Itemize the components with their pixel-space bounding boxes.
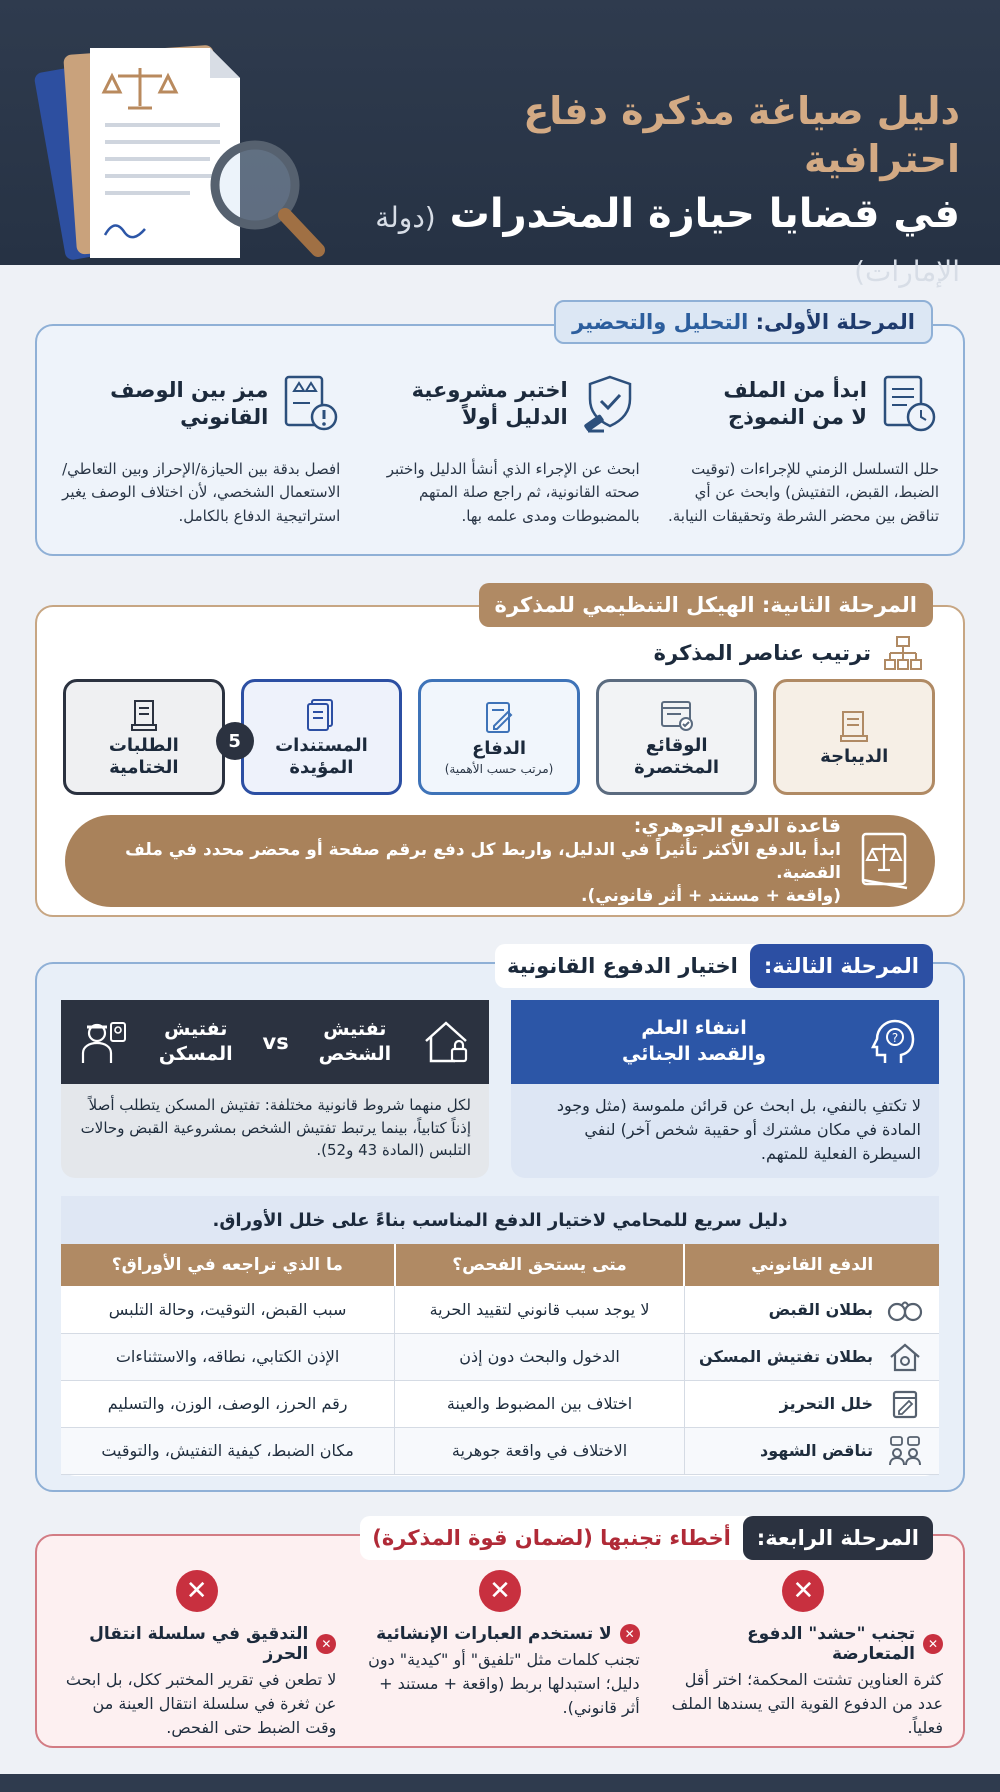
review-cell: الإذن الكتابي، نطاقه، والاستثناءات	[61, 1333, 395, 1380]
phase-1-item	[61, 366, 340, 528]
mistake-text: لا تطعن في تقرير المختبر ككل، بل ابحث عن ثغرة في سلسلة انتقال العينة من وقت الضبط حتى الفحص.	[65, 1670, 337, 1737]
rule-formula: (واقعة + مستند + أثر قانوني).	[581, 886, 841, 907]
x-small-icon: ✕	[620, 1624, 640, 1644]
knowledge-intent-card	[511, 1000, 939, 1178]
mistake-title: التدقيق في سلسلة انتقال الحرز	[89, 1624, 309, 1664]
review-cell: مكان الضبط، كيفية التفتيش، والتوقيت	[61, 1427, 395, 1474]
knowledge-intent-title: انتفاء العلم والقصد الجنائي	[621, 1017, 767, 1065]
phase-3-label-b: اختيار الدفوع القانونية	[506, 954, 738, 978]
column-header-review: ما الذي تراجعه في الأوراق؟	[61, 1244, 395, 1286]
step-defense	[418, 679, 580, 795]
home-search-label: تفتيش المسكن	[158, 1018, 233, 1065]
phase-3-label	[495, 944, 933, 988]
phase-2-subtitle-text: ترتيب عناصر المذكرة	[653, 641, 871, 665]
search-comparison-text: لكل منهما شروط قانونية مختلفة: تفتيش المسكن يتطلب أصلاً إذناً كتابياً، بينما يرتبط تفتيش الشخص بمشروعية القبض وحالات التلبس (المادة 43 و52).	[80, 1096, 471, 1159]
phase-4-label	[360, 1516, 933, 1560]
column-header-defense: الدفع القانوني	[684, 1244, 939, 1286]
x-circle-icon: ✕	[479, 1570, 521, 1612]
step-label: المستندات المؤيدة	[275, 734, 368, 778]
phase-1-label-a: المرحلة الأولى:	[755, 310, 915, 334]
house-search-icon	[887, 1342, 923, 1372]
mistake-item	[664, 1570, 943, 1740]
document-warning-icon	[280, 373, 340, 435]
table-row	[61, 1286, 939, 1333]
table-row	[61, 1380, 939, 1427]
defense-name: بطلان القبض	[768, 1299, 873, 1319]
when-cell: الاختلاف في واقعة جوهرية	[395, 1427, 685, 1474]
witnesses-icon	[887, 1436, 923, 1466]
main-subtitle	[360, 187, 960, 295]
browser-check-icon	[659, 697, 695, 733]
phase-1-section	[35, 310, 965, 556]
subtitle-text: في قضايا حيازة المخدرات	[449, 191, 960, 237]
phase-1-item	[360, 366, 639, 528]
scroll-icon	[127, 697, 161, 733]
guide-title: دليل سريع للمحامي لاختيار الدفع المناسب بناءً على خلل الأوراق.	[61, 1196, 939, 1244]
house-lock-icon	[421, 1017, 471, 1067]
step-requests	[63, 679, 225, 795]
search-comparison-card	[61, 1000, 489, 1178]
defense-name: بطلان تفتيش المسكن	[699, 1347, 873, 1366]
when-cell: الدخول والبحث دون إذن	[395, 1333, 685, 1380]
hierarchy-icon	[883, 635, 923, 671]
table-row	[61, 1427, 939, 1474]
step-label: الوقائع المختصرة	[634, 734, 720, 778]
svg-text:?: ?	[891, 1031, 899, 1045]
phase-1-item-text: حلل التسلسل الزمني للإجراءات (توقيت الضبط، القبض، التفتيش) وابحث عن أي تناقض بين محضر الشرطة وتحقيقات النيابة.	[668, 460, 939, 525]
officer-inspection-icon	[79, 1017, 129, 1067]
table-row	[61, 1333, 939, 1380]
defense-name: خلل التحريز	[779, 1394, 873, 1413]
document-pen-icon	[482, 700, 516, 736]
subtitle-country: (دولة الإمارات)	[375, 201, 960, 288]
person-search-label: تفتيش الشخص	[318, 1018, 392, 1065]
seal-bag-icon	[887, 1389, 923, 1419]
x-circle-icon: ✕	[782, 1570, 824, 1612]
mistake-item	[360, 1570, 639, 1740]
phase-1-item	[660, 366, 939, 528]
step-preamble	[773, 679, 935, 795]
phase-1-item-text: افصل بدقة بين الحيازة/الإحراز وبين التعاطي/الاستعمال الشخصي، لأن اختلاف الوصف يغير استراتيجية الدفاع بالكامل.	[62, 460, 341, 525]
x-circle-icon: ✕	[176, 1570, 218, 1612]
phase-1-item-text: ابحث عن الإجراء الذي أنشأ الدليل واختبر صحته القانونية، ثم راجع صلة المتهم بالمضبوطات ومدى علمه بها.	[386, 460, 640, 525]
review-cell: رقم الحرز، الوصف، الوزن، والتسليم	[61, 1380, 395, 1427]
knowledge-intent-text: لا تكتفِ بالنفي، بل ابحث عن قرائن ملموسة (مثل وجود المادة في مكان مشترك أو حقيبة شخص آخر) لنفي السيطرة الفعلية للمتهم.	[556, 1096, 921, 1163]
head-question-icon	[871, 1017, 921, 1067]
phase-4-section	[35, 1526, 965, 1748]
mistake-text: كثرة العناوين تشتت المحكمة؛ اختر أقل عدد من الدفوع القوية التي يسندها الملف فعلياً.	[671, 1670, 943, 1737]
rule-text: ابدأ بالدفع الأكثر تأثيراً في الدليل، واربط كل دفع برقم صفحة أو محضر محدد في ملف القضية.	[125, 840, 841, 884]
document-clock-icon	[879, 373, 939, 435]
when-cell: لا يوجد سبب قانوني لتقييد الحرية	[395, 1286, 685, 1333]
mistake-title: تجنب "حشد" الدفوع المتعارضة	[747, 1624, 915, 1664]
law-book-scale-icon	[857, 830, 915, 892]
phase-4-label-b: أخطاء تجنبها (لضمان قوة المذكرة)	[372, 1526, 731, 1550]
footer-bar	[0, 1774, 1000, 1792]
step-label: الديباجة	[820, 745, 889, 767]
step-number-badge: 5	[216, 722, 254, 760]
phase-1-item-title: ميز بين الوصف القانوني	[110, 377, 269, 429]
step-label: الدفاع	[471, 737, 527, 759]
quick-guide-table	[61, 1196, 939, 1476]
phase-3-section	[35, 954, 965, 1492]
phase-2-subtitle	[654, 635, 923, 671]
step-facts	[596, 679, 758, 795]
title-block	[360, 88, 960, 295]
essential-defense-rule	[65, 815, 935, 907]
review-cell: سبب القبض، التوقيت، وحالة التلبس	[61, 1286, 395, 1333]
phase-2-label: المرحلة الثانية: الهيكل التنظيمي للمذكرة	[479, 583, 933, 627]
phase-2-section	[35, 593, 965, 917]
column-header-when: متى يستحق الفحص؟	[395, 1244, 685, 1286]
main-title: دليل صياغة مذكرة دفاع احترافية	[523, 89, 960, 181]
step-documents	[228, 679, 403, 795]
documents-icon	[304, 697, 338, 733]
step-note: (مرتب حسب الأهمية)	[444, 762, 554, 777]
phase-1-label-b: التحليل والتحضير	[572, 310, 749, 334]
mistake-title: لا تستخدم العبارات الإنشائية	[376, 1624, 612, 1644]
vs-label: vs	[262, 1030, 289, 1054]
defense-name: تناقض الشهود	[760, 1441, 873, 1460]
phase-4-label-a: المرحلة الرابعة:	[743, 1516, 933, 1560]
phase-1-label	[554, 300, 933, 344]
scroll-icon	[837, 708, 871, 744]
phase-1-item-title: ابدأ من الملف لا من النموذج	[723, 377, 867, 429]
x-small-icon: ✕	[923, 1634, 943, 1654]
x-small-icon: ✕	[316, 1634, 336, 1654]
legal-document-magnifier-icon	[40, 20, 330, 260]
phase-1-item-title: اختبر مشروعية الدليل أولاً	[411, 377, 568, 429]
header-banner	[0, 0, 1000, 288]
mistake-text: تجنب كلمات مثل "تلفيق" أو "كيدية" دون دليل؛ استبدلها بربط (واقعة + مستند + أثر قانوني).	[368, 1650, 640, 1717]
phase-3-label-a: المرحلة الثالثة:	[750, 944, 933, 988]
handcuffs-icon	[887, 1294, 923, 1324]
step-label: الطلبات الختامية	[108, 734, 179, 778]
when-cell: اختلاف بين المضبوط والعينة	[395, 1380, 685, 1427]
rule-title: قاعدة الدفع الجوهري:	[633, 814, 841, 837]
gavel-shield-icon	[580, 373, 640, 435]
mistake-item	[57, 1570, 336, 1740]
